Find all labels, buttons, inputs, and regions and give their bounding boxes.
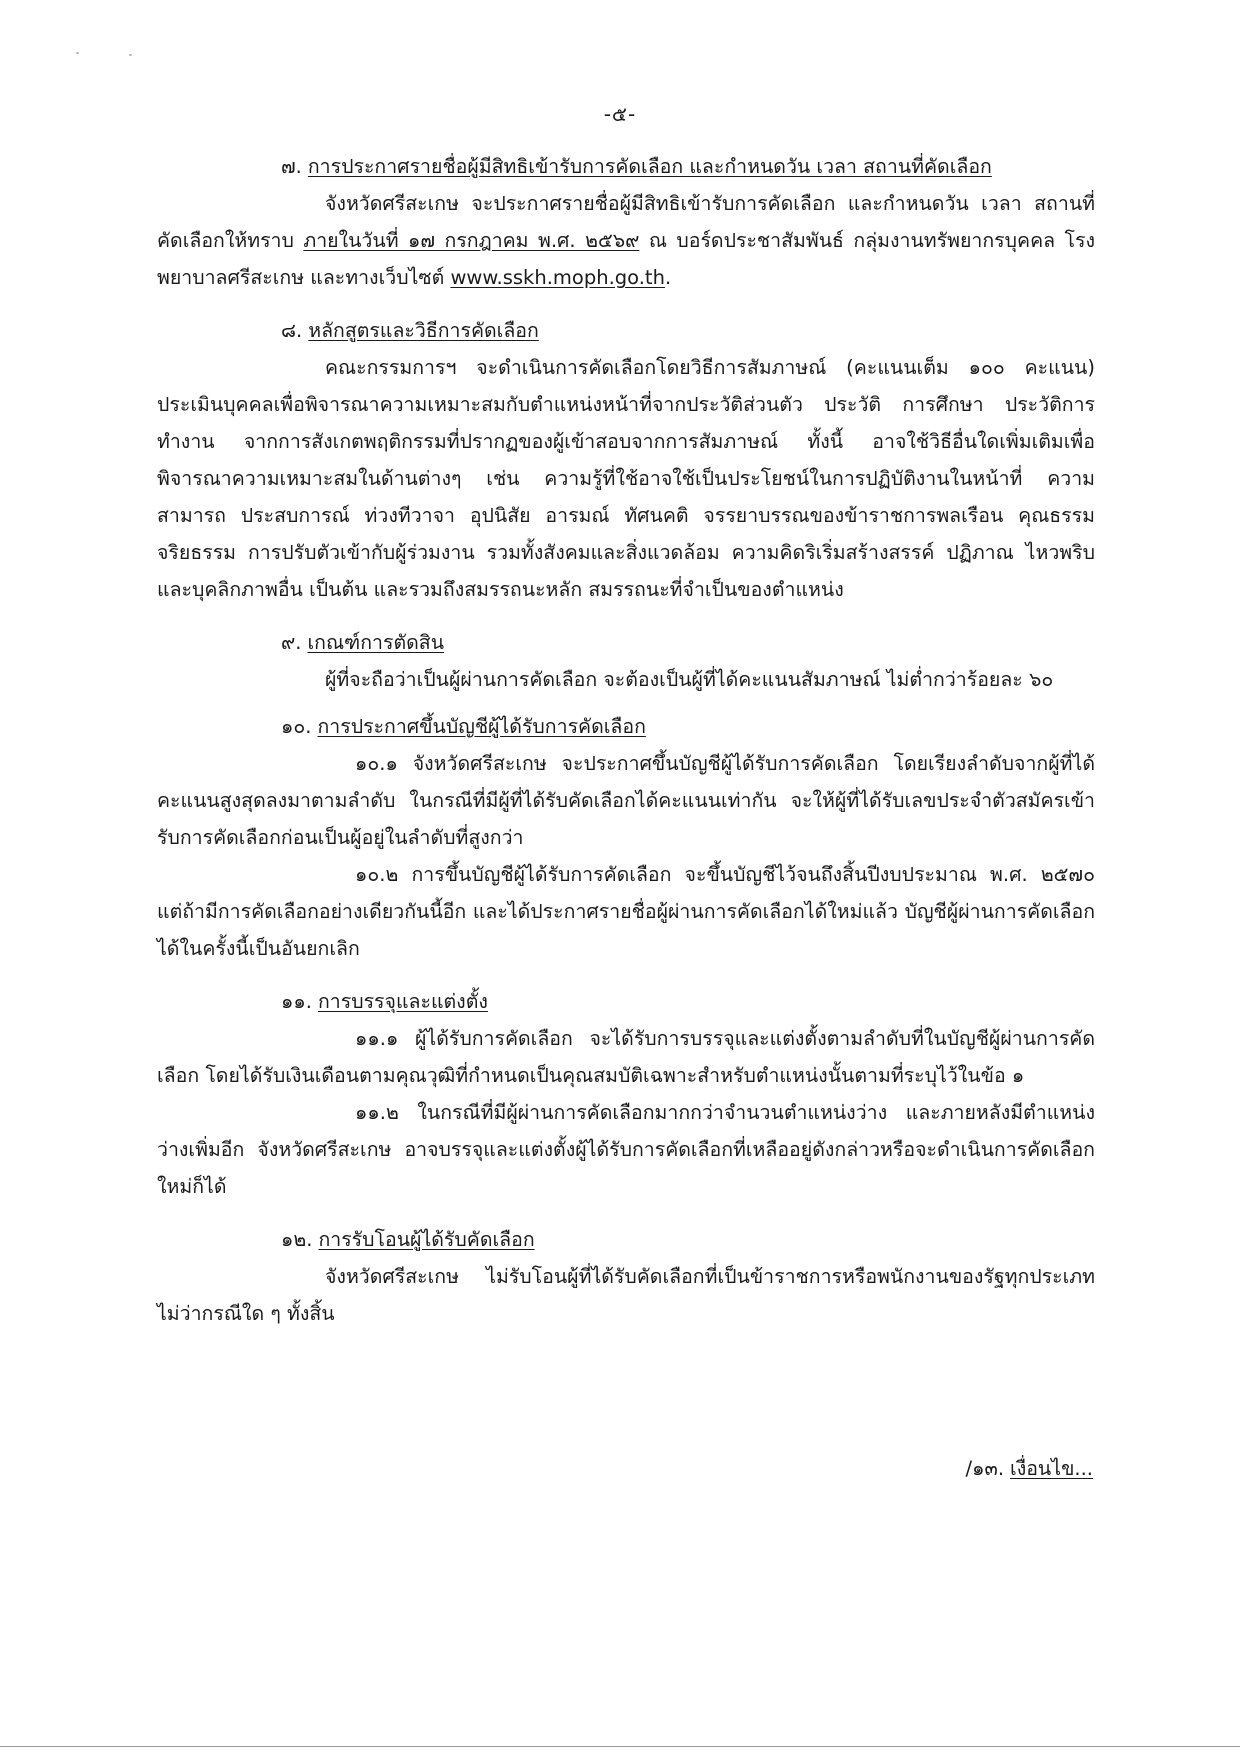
section-gap bbox=[157, 698, 1095, 708]
continuation-word: เงื่อนไข... bbox=[1010, 1457, 1093, 1480]
website-link[interactable]: www.sskh.moph.go.th bbox=[450, 266, 665, 289]
scan-speck bbox=[129, 54, 132, 56]
section-10-1-paragraph: ๑๐.๑ จังหวัดศรีสะเกษ จะประกาศขึ้นบัญชีผู้ได้รับการคัดเลือก โดยเรียงลำดับจากผู้ที่ได้คะแนนสูงสุดลงมาตามลำดับ ในกรณีที่มีผู้ที่ได้รับคัดเลือกได้คะแนนเท่ากัน จะให้ผู้ที่ได้รับเลขประจำตัวสมัครเข้ารับการคัดเลือกก่อนเป็นผู้อยู่ในลำดับที่สูงกว่า bbox=[157, 752, 1095, 849]
announcement-date: ภายในวันที่ ๑๗ กรกฎาคม พ.ศ. ๒๕๖๙ bbox=[303, 229, 640, 252]
section-12-paragraph: จังหวัดศรีสะเกษ ไม่รับโอนผู้ที่ได้รับคัดเลือกที่เป็นข้าราชการหรือพนักงานของรัฐทุกประเภทไม่ว่ากรณีใด ๆ ทั้งสิ้น bbox=[157, 1265, 1095, 1325]
section-9-heading bbox=[157, 624, 1095, 661]
section-number: ๑๐. bbox=[281, 715, 312, 738]
section-9-paragraph: ผู้ที่จะถือว่าเป็นผู้ผ่านการคัดเลือก จะต้องเป็นผู้ที่ได้คะแนนสัมภาษณ์ ไม่ต่ำกว่าร้อยละ ๖๐ bbox=[325, 668, 1054, 691]
section-7-paragraph bbox=[157, 185, 1095, 296]
section-7 bbox=[157, 148, 1095, 296]
document-body bbox=[157, 148, 1095, 1332]
section-8 bbox=[157, 312, 1095, 608]
section-12-heading bbox=[157, 1221, 1095, 1258]
section-number: ๗. bbox=[281, 155, 302, 178]
continuation-note bbox=[966, 1453, 1093, 1484]
scan-speck bbox=[76, 52, 79, 54]
section-number: ๘. bbox=[281, 319, 303, 342]
section-10-2-paragraph: ๑๐.๒ การขึ้นบัญชีผู้ได้รับการคัดเลือก จะขึ้นบัญชีไว้จนถึงสิ้นปีงบประมาณ พ.ศ. ๒๕๗๐ แต่ถ้ามีการคัดเลือกอย่างเดียวกันนี้อีก และได้ประกาศรายชื่อผู้ผ่านการคัดเลือกได้ใหม่แล้ว บัญชีผู้ผ่านการคัดเลือกได้ในครั้งนี้เป็นอันยกเลิก bbox=[157, 863, 1095, 960]
section-gap bbox=[157, 967, 1095, 983]
section-title: การบรรจุและแต่งตั้ง bbox=[317, 990, 488, 1013]
section-10-heading bbox=[157, 708, 1095, 745]
paragraph-text: จังหวัดศรีสะเกษ จะประกาศรายชื่อผู้มีสิทธิเข้ารับการคัดเลือก และกำหนดวัน เวลา สถานที่คัดเลือกให้ทราบ bbox=[157, 192, 1095, 252]
section-7-heading bbox=[157, 148, 1095, 185]
section-title: เกณฑ์การตัดสิน bbox=[307, 631, 445, 654]
section-11-heading bbox=[157, 983, 1095, 1020]
section-title: การประกาศขึ้นบัญชีผู้ได้รับการคัดเลือก bbox=[317, 715, 646, 738]
section-gap bbox=[157, 608, 1095, 624]
section-title: การประกาศรายชื่อผู้มีสิทธิเข้ารับการคัดเลือก และกำหนดวัน เวลา สถานที่คัดเลือก bbox=[307, 155, 992, 178]
section-number: ๑๑. bbox=[281, 990, 312, 1013]
section-10 bbox=[157, 708, 1095, 967]
section-gap bbox=[157, 296, 1095, 312]
continuation-prefix: /๑๓. bbox=[965, 1457, 1005, 1480]
section-12 bbox=[157, 1221, 1095, 1332]
section-11 bbox=[157, 983, 1095, 1205]
scan-bottom-edge bbox=[0, 1746, 1240, 1747]
section-8-paragraph: คณะกรรมการฯ จะดำเนินการคัดเลือกโดยวิธีการสัมภาษณ์ (คะแนนเต็ม ๑๐๐ คะแนน) ประเมินบุคคลเพื่อพิจารณาความเหมาะสมกับตำแหน่งหน้าที่จากประวัติส่วนตัว ประวัติ การศึกษา ประวัติการทำงาน จากการสังเกตพฤติกรรมที่ปรากฏของผู้เข้าสอบจากการสัมภาษณ์ ทั้งนี้ อาจใช้วิธีอื่นใดเพิ่มเติมเพื่อพิจารณาความเหมาะสมในด้านต่างๆ เช่น ความรู้ที่ใช้อาจใช้เป็นประโยชน์ในการปฏิบัติงานในหน้าที่ ความสามารถ ประสบการณ์ ท่วงทีวาจา อุปนิสัย อารมณ์ ทัศนคติ จรรยาบรรณของข้าราชการพลเรือน คุณธรรม จริยธรรม การปรับตัวเข้ากับผู้ร่วมงาน รวมทั้งสังคมและสิ่งแวดล้อม ความคิดริเริ่มสร้างสรรค์ ปฏิภาณ ไหวพริบและบุคลิกภาพอื่น เป็นต้น และรวมถึงสมรรถนะหลัก สมรรถนะที่จำเป็นของตำแหน่ง bbox=[157, 356, 1095, 601]
section-11-1-paragraph: ๑๑.๑ ผู้ได้รับการคัดเลือก จะได้รับการบรรจุและแต่งตั้งตามลำดับที่ในบัญชีผู้ผ่านการคัดเลือก โดยได้รับเงินเดือนตามคุณวุฒิที่กำหนดเป็นคุณสมบัติเฉพาะสำหรับตำแหน่งนั้นตามที่ระบุไว้ในข้อ ๑ bbox=[157, 1027, 1095, 1087]
paragraph-text: . bbox=[664, 266, 672, 289]
page-number: -๕- bbox=[603, 102, 637, 126]
paragraph-text: ณ บอร์ดประชาสัมพันธ์ กลุ่มงานทรัพยากรบุคคล โรงพยาบาลศรีสะเกษ และทางเว็บไซต์ bbox=[157, 229, 1095, 289]
section-number: ๙. bbox=[281, 631, 302, 654]
section-gap bbox=[157, 1205, 1095, 1221]
section-11-2-paragraph: ๑๑.๒ ในกรณีที่มีผู้ผ่านการคัดเลือกมากกว่าจำนวนตำแหน่งว่าง และภายหลังมีตำแหน่งว่างเพิ่มอีก จังหวัดศรีสะเกษ อาจบรรจุและแต่งตั้งผู้ได้รับการคัดเลือกที่เหลืออยู่ดังกล่าวหรือจะดำเนินการคัดเลือกใหม่ก็ได้ bbox=[157, 1101, 1095, 1198]
section-8-heading bbox=[157, 312, 1095, 349]
section-9 bbox=[157, 624, 1095, 698]
section-title: หลักสูตรและวิธีการคัดเลือก bbox=[308, 319, 539, 342]
section-title: การรับโอนผู้ได้รับคัดเลือก bbox=[318, 1228, 535, 1251]
section-number: ๑๒. bbox=[281, 1228, 313, 1251]
